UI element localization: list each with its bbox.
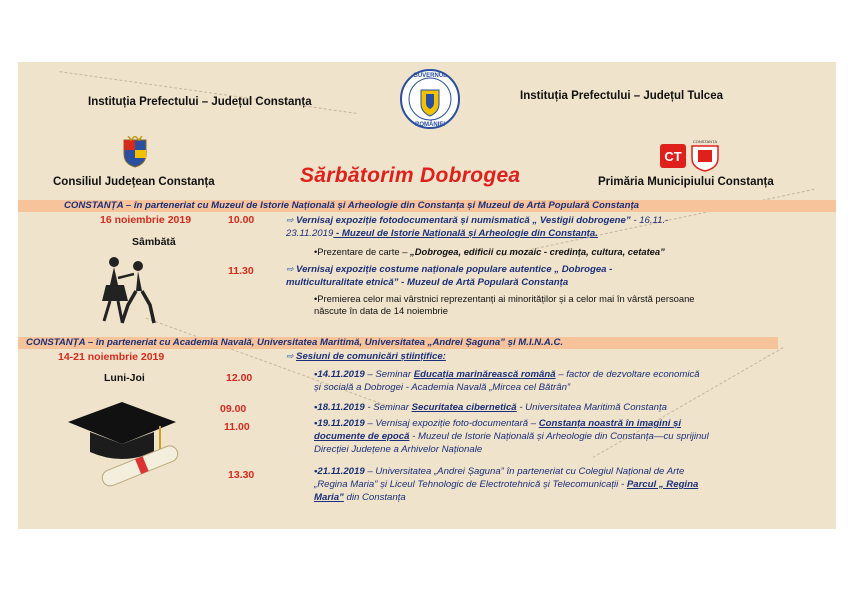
section1-band-partners: Muzeul de Istorie Națională și Arheologie din Constanța și Muzeul de Artă Populară Constanța xyxy=(211,200,639,211)
arrow-icon: ⇨ xyxy=(286,351,297,361)
svg-text:CT: CT xyxy=(664,149,682,164)
item1-date: •14.11.2019 xyxy=(314,369,365,380)
event1-date-end: 23.11.2019 xyxy=(286,227,334,239)
folk-dancers-icon xyxy=(92,254,158,326)
item3-topic-cont: documente de epocă xyxy=(314,430,410,442)
section1-band-prefix: CONSTANȚA – în parteneriat cu xyxy=(64,200,212,211)
svg-text:GUVERNUL: GUVERNUL xyxy=(413,73,447,79)
arrow-icon: ⇨ xyxy=(286,264,297,274)
section1-band-text xyxy=(64,200,639,212)
section1-event1 xyxy=(286,214,826,241)
arrow-icon: ⇨ xyxy=(286,215,297,225)
prefect-constanta-label: Instituția Prefectului – Județul Constanța xyxy=(88,96,312,108)
page-title: Sărbătorim Dobrogea xyxy=(300,164,521,187)
item2-host: - Universitatea Maritimă Constanța xyxy=(516,402,668,413)
section1-time1: 10.00 xyxy=(228,214,255,226)
item2-kind: - Seminar xyxy=(364,402,412,413)
item2-topic: Securitatea cibernetică xyxy=(411,402,517,413)
section1-day: Sâmbătă xyxy=(132,236,176,248)
section2-date: 14-21 noiembrie 2019 xyxy=(58,351,165,363)
event2-title-line1: Vernisaj expoziție costume naționale populare autentice „ Dobrogea - xyxy=(296,264,613,275)
item4-city: din Constanța xyxy=(343,491,406,503)
item2-date: •18.11.2019 xyxy=(314,402,365,413)
graduation-cap-diploma-icon xyxy=(60,392,190,488)
event1-sub-book: „Dobrogea, edificii cu mozaic - credința, cultura, cetatea” xyxy=(410,246,665,257)
ct-logo-icon xyxy=(660,138,722,172)
item4-time: 13.30 xyxy=(228,469,255,481)
svg-text:ROMÂNIEI: ROMÂNIEI xyxy=(415,122,445,128)
item1-kind: – Seminar xyxy=(364,369,414,380)
consiliu-crest-icon xyxy=(122,136,148,168)
item3-support: Direcției Județene a Arhivelor Naționale xyxy=(314,443,483,455)
item4-venue: Parcul „ Regina xyxy=(626,478,699,490)
section2-heading xyxy=(286,350,446,364)
item1-topic-tail: – factor de dezvoltare economică xyxy=(555,369,700,380)
item4-date: •21.11.2019 xyxy=(314,466,365,477)
section1-event2-sub1: •Premierea celor mai vârstnici reprezentanți ai minorităților și a celor mai în vârstă persoane xyxy=(314,293,695,304)
section1-event2 xyxy=(286,263,826,290)
event1-title: Vernisaj expoziție fotodocumentară și numismatică „ Vestigii dobrogene” xyxy=(296,215,634,226)
item1-time: 12.00 xyxy=(226,372,253,384)
item3-text xyxy=(314,418,829,456)
section2-band-partners: Academia Navală, Universitatea Maritimă, Universitatea „Andrei Șaguna” și M.I.N.A.C. xyxy=(172,337,564,348)
poster xyxy=(18,62,836,529)
section2-band xyxy=(18,337,778,349)
item2-time: 09.00 xyxy=(220,403,247,415)
item4-venue-cont: Maria” xyxy=(314,491,344,503)
item2-text xyxy=(314,402,824,415)
item3-topic: Constanța noastră în imagini și xyxy=(538,418,682,429)
government-seal-icon xyxy=(399,68,461,130)
item3-time: 11.00 xyxy=(224,421,250,433)
section1-event1-sub xyxy=(314,242,665,260)
item4-partners: – Universitatea „Andrei Șaguna” în parteneriat cu Colegiul Național de Arte xyxy=(364,466,685,477)
primaria-label: Primăria Municipiului Constanța xyxy=(598,176,774,188)
item1-host: și socială a Dobrogei - Academia Navală „Mircea cel Bătrân” xyxy=(314,381,571,393)
event1-sub-lead: •Prezentare de carte – xyxy=(314,246,411,257)
item1-topic: Educația marinărească română xyxy=(413,369,556,380)
item3-host: - Muzeul de Istorie Națională și Arheologie din Constanța—cu sprijinul xyxy=(409,430,709,442)
item3-date: •19.11.2019 xyxy=(314,418,365,429)
section2-band-text xyxy=(26,337,563,349)
svg-text:CONSTANȚA: CONSTANȚA xyxy=(692,139,718,144)
item3-kind: – Vernisaj expoziție foto-documentară – xyxy=(364,418,539,429)
event1-date-start: - 16.11.- xyxy=(633,215,669,226)
item4-partners-cont: „Regina Maria” și Liceul Tehnologic de Electrotehnică și Telecomunicații - xyxy=(314,478,627,490)
section2-day: Luni-Joi xyxy=(104,372,145,384)
section1-band xyxy=(18,200,836,212)
event2-title-line2: multiculturalitate etnică” - Muzeul de Artă Populară Constanța xyxy=(286,276,569,288)
prefect-tulcea-label: Instituția Prefectului – Județul Tulcea xyxy=(520,90,723,102)
section1-time2: 11.30 xyxy=(228,265,254,277)
event1-venue: - Muzeul de Istorie Națională și Arheologie din Constanța. xyxy=(333,227,598,239)
item4-text xyxy=(314,466,829,504)
sessions-heading: Sesiuni de comunicări științifice: xyxy=(296,351,446,362)
section1-date: 16 noiembrie 2019 xyxy=(100,214,192,226)
consiliu-label: Consiliul Județean Constanța xyxy=(53,176,215,188)
item1-text xyxy=(314,369,824,395)
section1-event2-sub2: născute în data de 14 noiembrie xyxy=(314,305,448,316)
section2-band-prefix: CONSTANȚA – în parteneriat cu xyxy=(26,337,173,348)
